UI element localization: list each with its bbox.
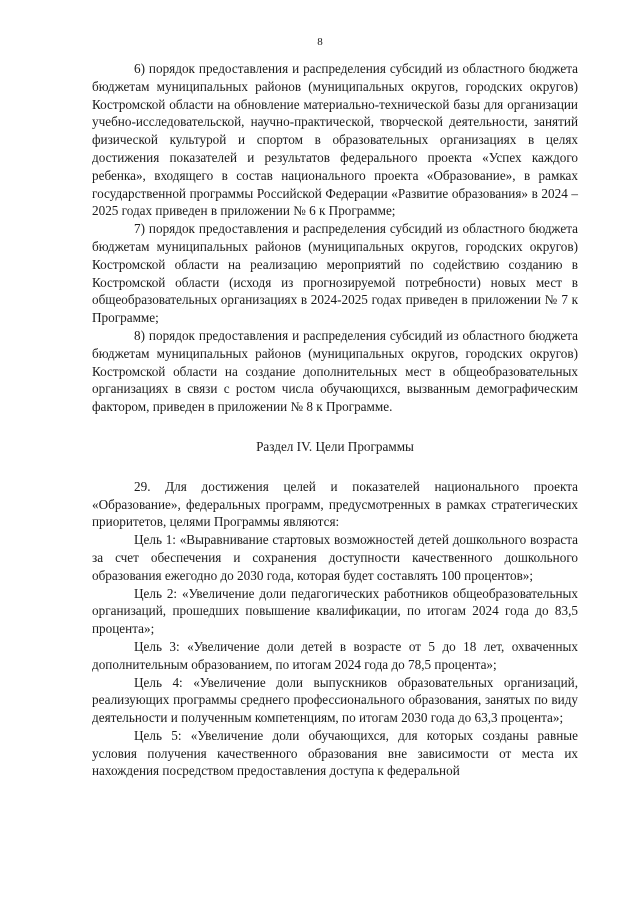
goal-1: Цель 1: «Выравнивание стартовых возможностей детей дошкольного возраста за счет обеспечения и сохранения доступности качественного дошкольного образования ежегодно до 2030 года, которая будет составлять 100 процентов»; — [92, 532, 578, 583]
paragraph-item-6: 6) порядок предоставления и распределения субсидий из областного бюджета бюджетам муниципальных районов (муниципальных округов, городских округов) Костромской области на обновление материально-технической базы для организации учебно-исследовательской, научно-практической, творческой деятельности, занятий физической культурой и спортом в образовательных организациях в целях достижения показателей и результатов федерального проекта «Успех каждого ребенка», входящего в состав национального проекта «Образование», в рамках государственной программы Российской Федерации «Развитие образования» в 2024 – 2025 годах приведен в приложении № 6 к Программе; — [92, 61, 578, 219]
goal-3: Цель 3: «Увеличение доли детей в возрасте от 5 до 18 лет, охваченных дополнительным образованием, по итогам 2024 года до 78,5 процента»; — [92, 638, 578, 672]
paragraph-item-8: 8) порядок предоставления и распределения субсидий из областного бюджета бюджетам муниципальных районов (муниципальных округов, городских округов) Костромской области на создание дополнительных мест в общеобразовательных организациях в связи с ростом числа обучающихся, вызванным демографическим фактором, приведен в приложении № 8 к Программе. — [92, 327, 578, 415]
document-body — [92, 60, 578, 780]
paragraph-29: 29. Для достижения целей и показателей национального проекта «Образование», федеральных программ, предусмотренных в рамках стратегических приоритетов, целями Программы являются: — [92, 478, 578, 530]
page-number: 8 — [317, 36, 323, 48]
goal-4: Цель 4: «Увеличение доли выпускников образовательных организаций, реализующих программы среднего профессионального образования, занятых по виду деятельности и полученным компетенциям, по итогам 2030 года до 63,3 процента»; — [92, 674, 578, 726]
section-title: Раздел IV. Цели Программы — [256, 438, 414, 454]
goal-2: Цель 2: «Увеличение доли педагогических работников общеобразовательных организаций, прошедших повышение квалификации, по итогам 2024 года до 83,5 процента»; — [92, 585, 578, 637]
goal-5: Цель 5: «Увеличение доли обучающихся, для которых созданы равные условия получения качественного образования вне зависимости от места их нахождения посредством предоставления доступа к федеральной — [92, 727, 578, 779]
paragraph-item-7: 7) порядок предоставления и распределения субсидий из областного бюджета бюджетам муниципальных районов (муниципальных округов, городских округов) Костромской области на реализацию мероприятий по содействию созданию в Костромской области (исходя из прогнозируемой потребности) новых мест в общеобразовательных организациях в 2024-2025 годах приведен в приложении № 7 к Программе; — [92, 221, 578, 326]
